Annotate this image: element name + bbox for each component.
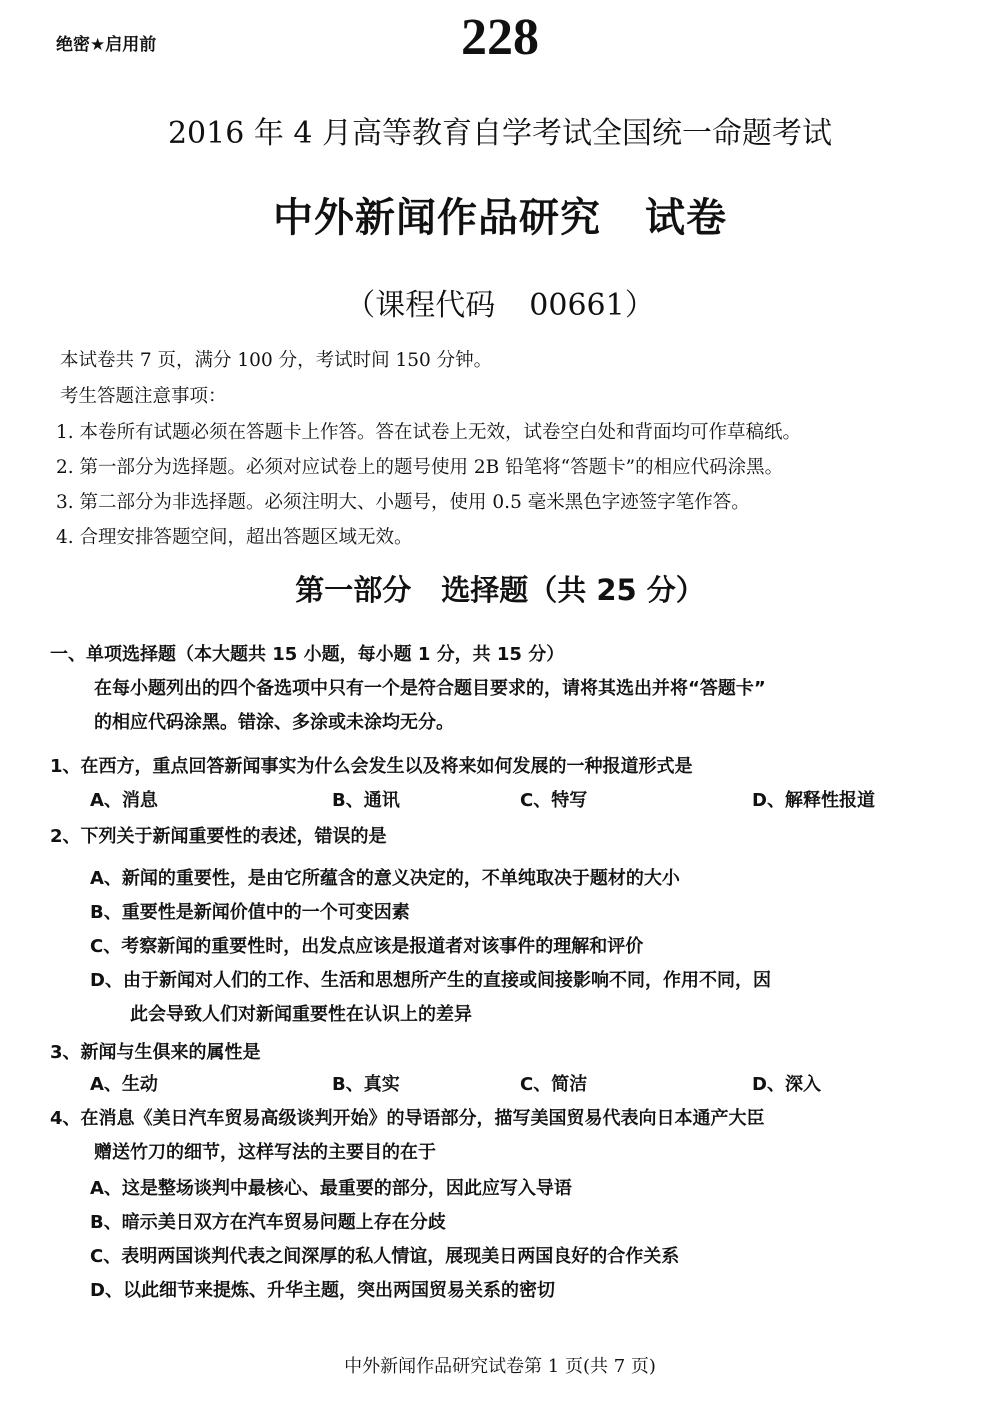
note-item: 1. 本卷所有试题必须在答题卡上作答。答在试卷上无效，试卷空白处和背面均可作草稿纸。	[56, 422, 802, 443]
question-type-heading: 一、单项选择题（本大题共 15 小题，每小题 1 分，共 15 分）	[50, 644, 565, 665]
question-2-stem: 2、下列关于新闻重要性的表述，错误的是	[50, 826, 387, 847]
note-item: 2. 第一部分为选择题。必须对应试卷上的题号使用 2B 铅笔将“答题卡”的相应代码涂黑。	[56, 457, 784, 478]
course-code-value: 00661）	[529, 288, 655, 323]
question-4-stem-cont: 赠送竹刀的细节，这样写法的主要目的在于	[94, 1142, 436, 1163]
question-2-option-b: B、重要性是新闻价值中的一个可变因素	[90, 902, 410, 923]
directions-line: 的相应代码涂黑。错涂、多涂或未涂均无分。	[94, 712, 454, 733]
paper-title-suffix: 试卷	[645, 194, 727, 241]
question-2-option-a: A、新闻的重要性，是由它所蕴含的意义决定的，不单纯取决于题材的大小	[90, 868, 680, 889]
secret-label: 绝密★启用前	[56, 35, 157, 55]
question-2-option-d-cont: 此会导致人们对新闻重要性在认识上的差异	[130, 1004, 472, 1025]
section-title-part: 第一部分	[295, 573, 412, 607]
section-title-rest: 选择题（共 25 分）	[441, 573, 705, 607]
course-code	[0, 280, 1000, 324]
section-title	[0, 568, 1000, 609]
notes-heading: 考生答题注意事项：	[60, 386, 227, 407]
page-footer: 中外新闻作品研究试卷第 1 页(共 7 页)	[344, 1356, 656, 1377]
question-4-stem: 4、在消息《美日汽车贸易高级谈判开始》的导语部分，描写美国贸易代表向日本通产大臣	[50, 1108, 765, 1129]
question-2-option-c: C、考察新闻的重要性时，出发点应该是报道者对该事件的理解和评价	[90, 936, 644, 957]
question-3-option-d: D、深入	[752, 1074, 821, 1095]
question-3-option-b: B、真实	[332, 1074, 400, 1095]
paper-title	[0, 186, 1000, 243]
question-3-option-c: C、简洁	[520, 1074, 588, 1095]
code-number: 228	[461, 9, 539, 66]
question-1-option-a: A、消息	[90, 790, 158, 811]
question-2-option-d: D、由于新闻对人们的工作、生活和思想所产生的直接或间接影响不同，作用不同，因	[90, 970, 771, 991]
question-4-option-c: C、表明两国谈判代表之间深厚的私人情谊，展现美日两国良好的合作关系	[90, 1246, 680, 1267]
question-1-stem: 1、在西方，重点回答新闻事实为什么会发生以及将来如何发展的一种报道形式是	[50, 756, 693, 777]
question-3-stem: 3、新闻与生俱来的属性是	[50, 1042, 261, 1063]
exam-title: 2016 年 4 月高等教育自学考试全国统一命题考试	[167, 116, 833, 151]
directions-line: 在每小题列出的四个备选项中只有一个是符合题目要求的，请将其选出并将“答题卡”	[94, 678, 766, 699]
note-item: 4. 合理安排答题空间，超出答题区域无效。	[56, 527, 413, 548]
question-4-option-b: B、暗示美日双方在汽车贸易问题上存在分歧	[90, 1212, 446, 1233]
question-3-option-a: A、生动	[90, 1074, 158, 1095]
note-item: 3. 第二部分为非选择题。必须注明大、小题号，使用 0.5 毫米黑色字迹签字笔作答。	[56, 492, 750, 513]
question-1-option-d: D、解释性报道	[752, 790, 875, 811]
question-4-option-d: D、以此细节来提炼、升华主题，突出两国贸易关系的密切	[90, 1280, 555, 1301]
question-1-option-c: C、特写	[520, 790, 588, 811]
course-code-label: （课程代码	[345, 288, 496, 323]
question-4-option-a: A、这是整场谈判中最核心、最重要的部分，因此应写入导语	[90, 1178, 572, 1199]
question-1-option-b: B、通讯	[332, 790, 400, 811]
paper-title-main: 中外新闻作品研究	[273, 194, 601, 241]
exam-summary: 本试卷共 7 页，满分 100 分，考试时间 150 分钟。	[60, 350, 493, 371]
